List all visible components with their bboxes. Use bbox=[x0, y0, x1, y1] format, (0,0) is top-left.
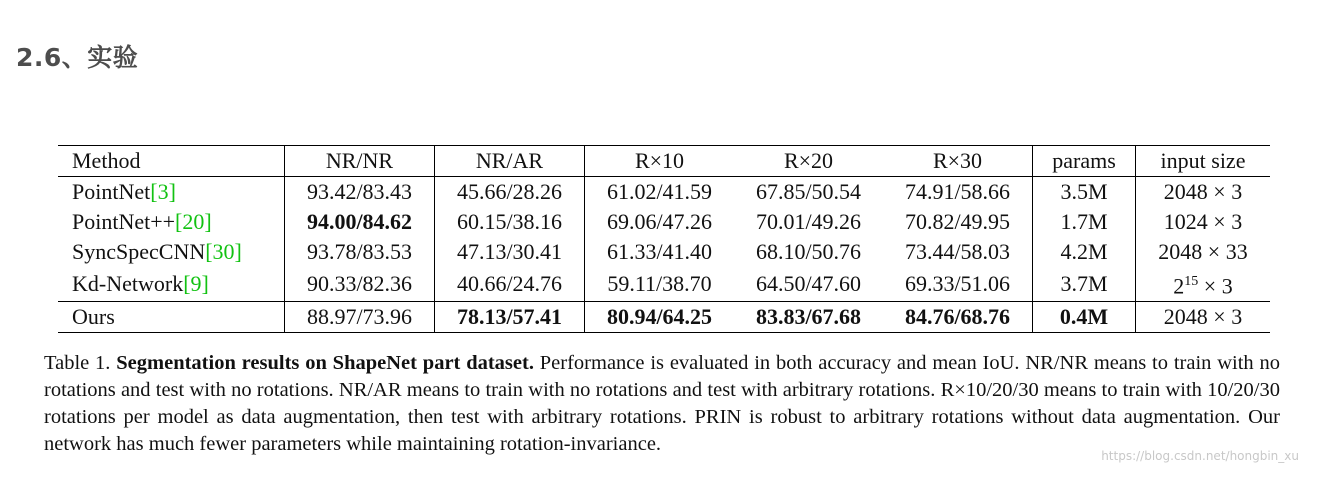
nrar-cell: 78.13/57.41 bbox=[435, 302, 585, 333]
r30-cell: 73.44/58.03 bbox=[904, 239, 1011, 264]
method-name: Kd-Network bbox=[72, 271, 184, 297]
method-name: PointNet++ bbox=[72, 209, 176, 234]
r10-cell: 59.11/38.70 bbox=[585, 267, 735, 302]
col-header-r10: R×10 bbox=[585, 146, 735, 177]
nrar-cell: 47.13/30.41 bbox=[435, 237, 585, 267]
col-header-nrar: NR/AR bbox=[435, 146, 585, 177]
input-size-cell: 2048 × 3 bbox=[1136, 177, 1271, 208]
col-header-input-size: input size bbox=[1136, 146, 1271, 177]
results-table bbox=[58, 145, 1270, 333]
r30-cell: 69.33/51.06 bbox=[904, 271, 1011, 297]
col-header-nrnr: NR/NR bbox=[285, 146, 435, 177]
method-cell bbox=[58, 302, 285, 333]
nrnr-cell: 93.42/83.43 bbox=[285, 177, 435, 208]
citation-link[interactable]: [3] bbox=[150, 179, 176, 204]
nrnr-cell: 94.00/84.62 bbox=[285, 207, 435, 237]
method-cell bbox=[58, 267, 285, 302]
table-row bbox=[58, 267, 1270, 302]
r10-cell: 61.02/41.59 bbox=[585, 177, 735, 208]
method-name: Ours bbox=[72, 304, 115, 330]
params-cell: 3.7M bbox=[1033, 267, 1136, 302]
params-cell: 3.5M bbox=[1033, 177, 1136, 208]
r20-cell: 70.01/49.26 bbox=[755, 209, 862, 234]
method-cell bbox=[58, 207, 285, 237]
nrnr-cell: 90.33/82.36 bbox=[285, 267, 435, 302]
table-row bbox=[58, 207, 1270, 237]
table-caption bbox=[44, 350, 1280, 458]
table-row bbox=[58, 177, 1270, 208]
params-cell: 1.7M bbox=[1033, 207, 1136, 237]
citation-link[interactable]: [30] bbox=[205, 239, 242, 264]
table-row bbox=[58, 237, 1270, 267]
r30-cell: 84.76/68.76 bbox=[883, 302, 1033, 333]
r20-cell: 83.83/67.68 bbox=[734, 302, 883, 333]
params-cell: 4.2M bbox=[1033, 237, 1136, 267]
input-size-cell: 1024 × 3 bbox=[1136, 207, 1271, 237]
col-header-method: Method bbox=[58, 146, 285, 177]
method-cell bbox=[58, 177, 285, 208]
input-size-cell: $2^{15} \times 3$ bbox=[1136, 267, 1271, 302]
table-header-row bbox=[58, 146, 1270, 177]
params-cell: 0.4M bbox=[1033, 302, 1136, 333]
citation-link[interactable]: [9] bbox=[183, 271, 209, 297]
citation-link[interactable]: [20] bbox=[175, 209, 212, 234]
caption-body: Performance is evaluated in both accuracy and mean IoU. NR/NR means to train with no rotations and test with no rotations. NR/AR means to train with no rotations and test with arbitrary rotations. R×10/20/30 means to train with 10/20/30 rotations per model as data augmentation, then test with arbitrary rotations. PRIN is robust to arbitrary rotations without data augmentation. Our network has much fewer parameters while maintaining rotation-invariance. bbox=[44, 352, 1280, 455]
method-name: SyncSpecCNN bbox=[72, 239, 206, 264]
caption-label: Table 1. bbox=[44, 352, 111, 374]
input-size-cell: 2048 × 33 bbox=[1136, 237, 1271, 267]
caption-title: Segmentation results on ShapeNet part dataset. bbox=[116, 352, 534, 374]
col-header-params: params bbox=[1033, 146, 1136, 177]
r20-cell: 67.85/50.54 bbox=[755, 179, 862, 204]
col-header-r30: R×30 bbox=[883, 146, 1033, 177]
r20-cell: 64.50/47.60 bbox=[755, 271, 862, 297]
r10-cell: 69.06/47.26 bbox=[585, 207, 735, 237]
r20-cell: 68.10/50.76 bbox=[755, 239, 862, 264]
method-name: PointNet bbox=[72, 179, 151, 204]
input-size-cell: 2048 × 3 bbox=[1136, 302, 1271, 333]
r10-cell: 80.94/64.25 bbox=[585, 302, 735, 333]
nrnr-cell: 93.78/83.53 bbox=[285, 237, 435, 267]
nrar-cell: 40.66/24.76 bbox=[435, 267, 585, 302]
watermark: https://blog.csdn.net/hongbin_xu bbox=[1101, 449, 1299, 463]
method-cell bbox=[58, 237, 285, 267]
r30-cell: 74.91/58.66 bbox=[904, 179, 1011, 204]
r10-cell: 61.33/41.40 bbox=[585, 237, 735, 267]
r30-cell: 70.82/49.95 bbox=[904, 209, 1011, 234]
section-heading: 2.6、实验 bbox=[16, 43, 139, 72]
nrar-cell: 60.15/38.16 bbox=[435, 207, 585, 237]
nrnr-cell: 88.97/73.96 bbox=[285, 302, 435, 333]
nrar-cell: 45.66/28.26 bbox=[435, 177, 585, 208]
col-header-r20: R×20 bbox=[734, 146, 883, 177]
table-row-ours bbox=[58, 302, 1270, 333]
